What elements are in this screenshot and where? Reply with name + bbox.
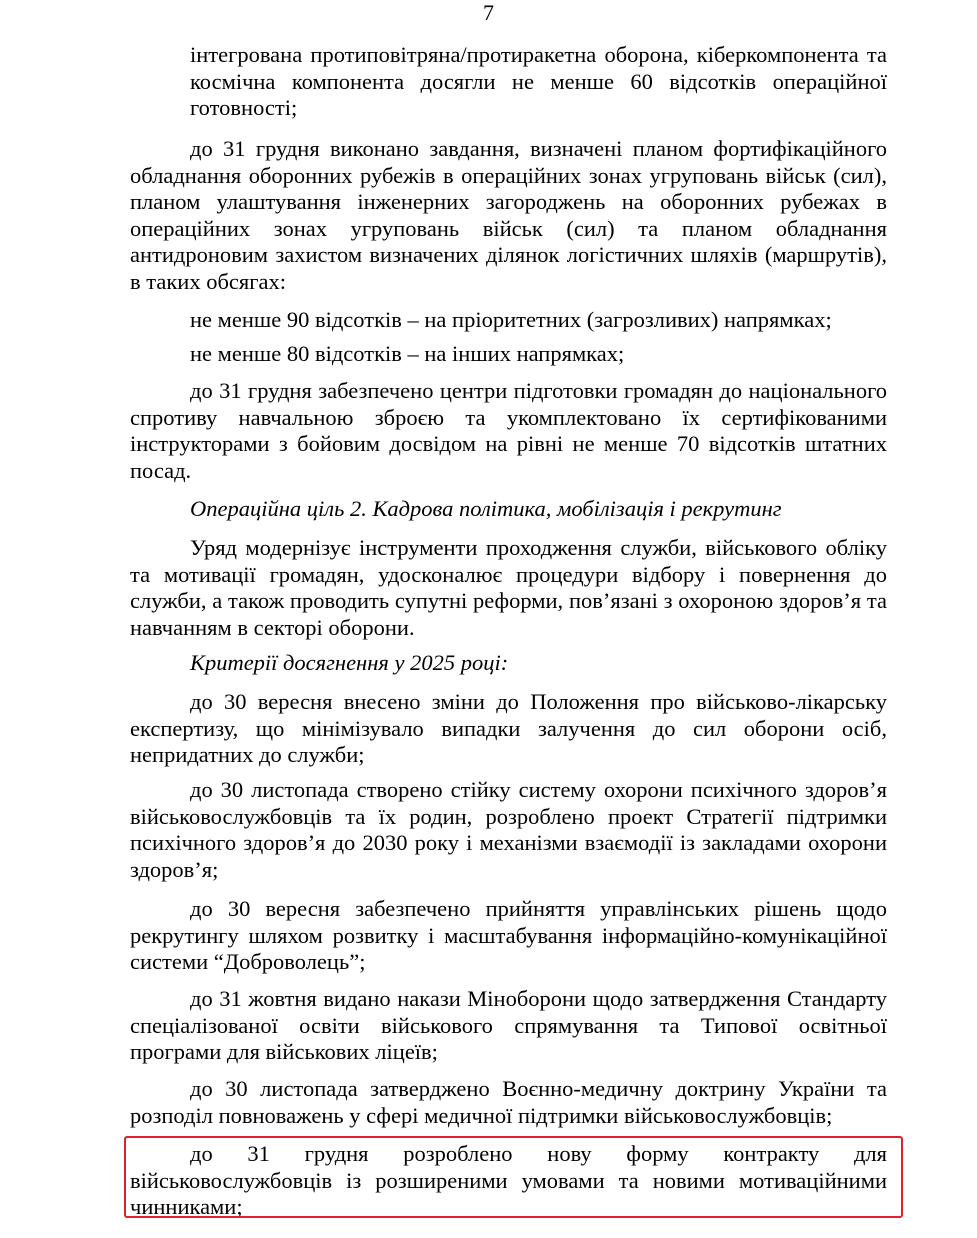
paragraph-priority-directions: не менше 90 відсотків – на пріоритетних (загрозливих) напрямках;: [190, 307, 832, 332]
paragraph-government-modernizes: Уряд модернізує інструменти проходження служби, військового обліку та мотивації громадян, удосконалює процедури відбору і повернення до служби, а також проводить супутні реформи, пов’язані з охороною здоров’я та навчанням в секторі оборони.: [130, 535, 887, 640]
paragraph-new-contract: до 31 грудня розроблено нову форму контракту для військовослужбовців із розширеними умовами та новими мотиваційними чинниками;: [130, 1141, 887, 1220]
heading-operational-goal-2: Операційна ціль 2. Кадрова політика, мобілізація і рекрутинг: [190, 496, 782, 521]
paragraph-air-defense: інтегрована протиповітряна/протиракетна оборона, кіберкомпонента та космічна компонента досягли не менше 60 відсотків операційної готовності;: [190, 42, 887, 121]
paragraph-medical-doctrine: до 30 листопада затверджено Воєнно-медичну доктрину України та розподіл повноважень у сфері медичної підтримки військовослужбовців;: [130, 1076, 887, 1128]
paragraph-education-standard: до 31 жовтня видано накази Міноборони щодо затвердження Стандарту спеціалізованої освіти військового спрямування та Типової освітньої програми для військових ліцеїв;: [130, 986, 887, 1065]
paragraph-medical-expertise: до 30 вересня внесено зміни до Положення про військово-лікарську експертизу, що мінімізувало випадки залучення до сил оборони осіб, непридатних до служби;: [130, 689, 887, 768]
heading-criteria-2025: Критерії досягнення у 2025 році:: [190, 650, 509, 675]
paragraph-other-directions: не менше 80 відсотків – на інших напрямках;: [190, 341, 625, 366]
paragraph-training-centers: до 31 грудня забезпечено центри підготовки громадян до національного спротиву навчальною зброєю та укомплектовано їх сертифікованими інструкторами з бойовим досвідом на рівні не менше 70 відсотків штатних посад.: [130, 378, 887, 483]
paragraph-recruiting-system: до 30 вересня забезпечено прийняття управлінських рішень щодо рекрутингу шляхом розвитку і масштабування інформаційно-комунікаційної системи “Доброволець”;: [130, 896, 887, 975]
paragraph-mental-health: до 30 листопада створено стійку систему охорони психічного здоров’я військовослужбовців та їх родин, розроблено проект Стратегії підтримки психічного здоров’я до 2030 року і механізми взаємодії із закладами охорони здоров’я;: [130, 777, 887, 882]
paragraph-fortification: до 31 грудня виконано завдання, визначені планом фортифікаційного обладнання оборонних рубежів в операційних зонах угруповань військ (сил), планом улаштування інженерних загороджень на оборонних рубежах в операційних зонах угруповань військ (сил) та планом обладнання антидроновим захистом визначених ділянок логістичних шляхів (маршрутів), в таких обсягах:: [130, 136, 887, 294]
page-number: 7: [483, 0, 494, 25]
